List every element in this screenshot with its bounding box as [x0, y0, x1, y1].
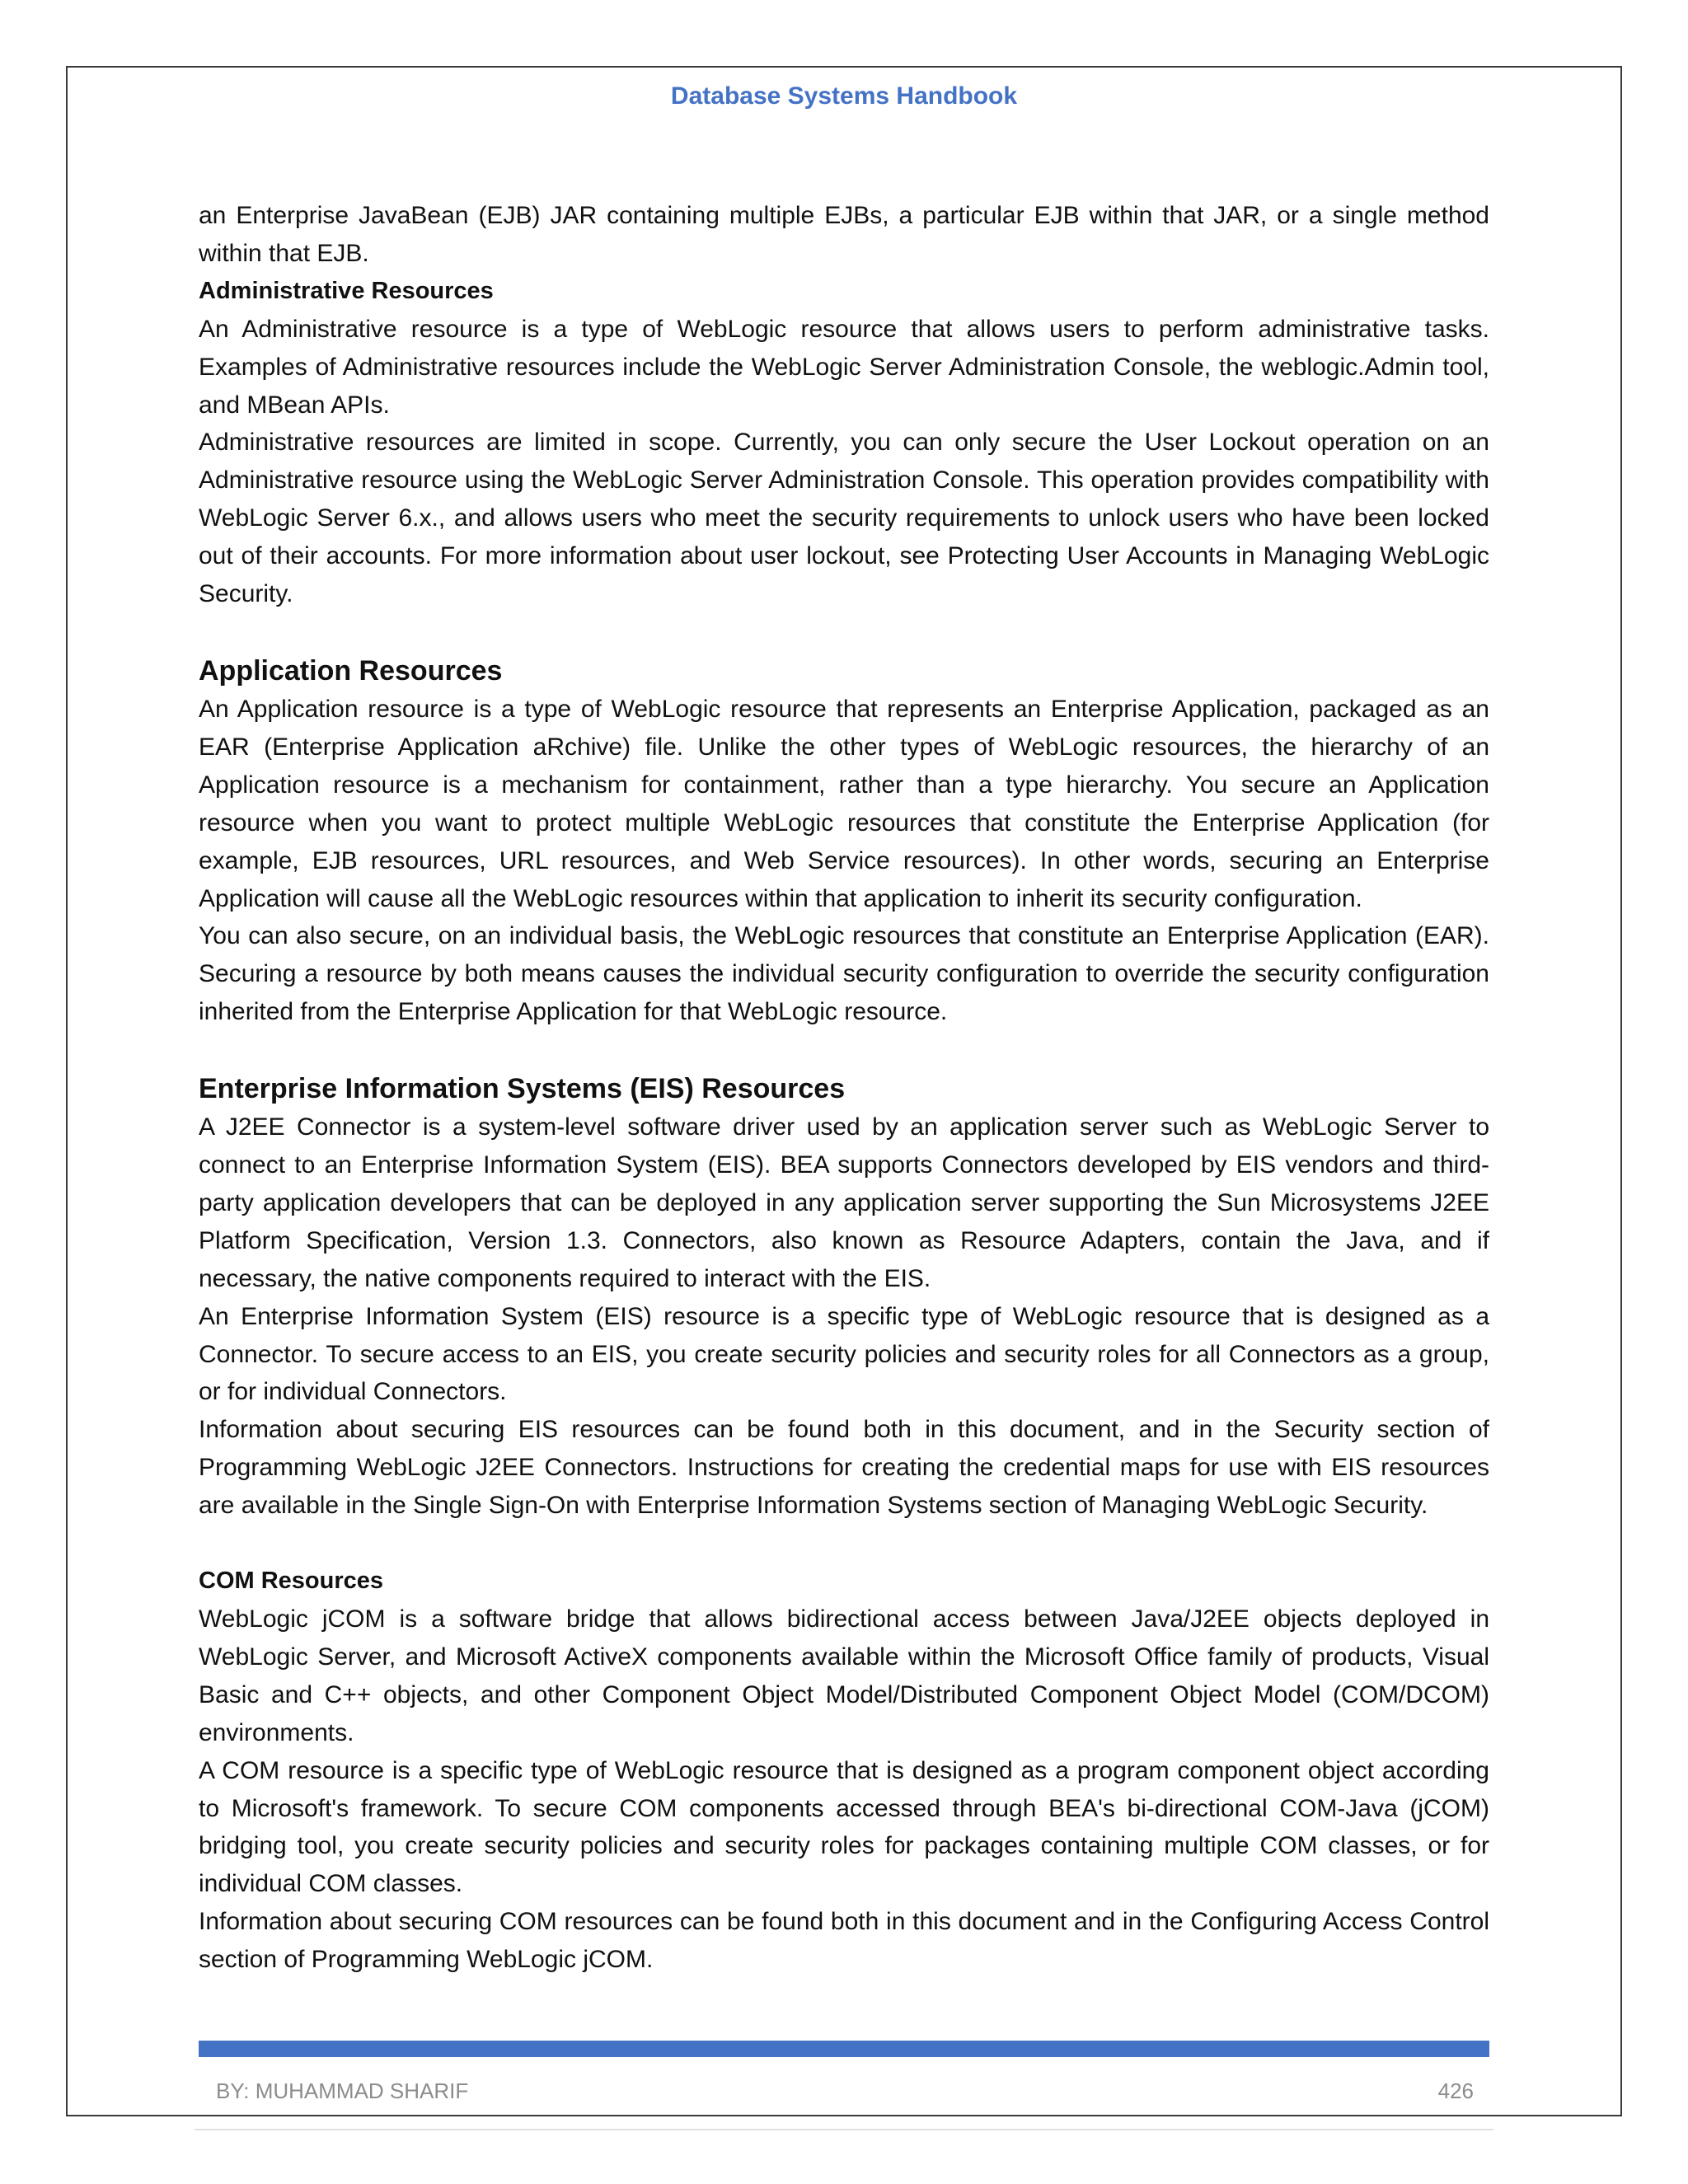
com-resources-heading: COM Resources [199, 1568, 384, 1595]
footer-author: BY: MUHAMMAD SHARIF [216, 2079, 469, 2103]
intro-continuation-paragraph: an Enterprise JavaBean (EJB) JAR containing multiple EJBs, a particular EJB within that JAR, or a single method within that EJB. [199, 202, 1489, 267]
administrative-paragraph-1: An Administrative resource is a type of WebLogic resource that allows users to perform administrative tasks. Examples of Administrative resources include the WebLogic Server Administration Console, the weblogic.Admin tool, and MBean APIs. [199, 315, 1489, 419]
eis-paragraph-2: An Enterprise Information System (EIS) resource is a specific type of WebLogic resource that is designed as a Connector. To secure access to an EIS, you create security policies and security roles for all Connectors as a group, or for individual Connectors. [199, 1302, 1489, 1406]
eis-paragraph-3: Information about securing EIS resources can be found both in this document, and in the Security section of Programming WebLogic J2EE Connectors. Instructions for creating the credential maps for use with EIS resources are available in the Single Sign-On with Enterprise Information Systems section of Managing WebLogic Security. [199, 1416, 1489, 1520]
section-spacer [199, 613, 1489, 651]
com-paragraph-3: Information about securing COM resources can be found both in this document and in the Configuring Access Control section of Programming WebLogic jCOM. [199, 1908, 1489, 1974]
application-resources-heading: Application Resources [199, 654, 503, 687]
com-paragraph-1: WebLogic jCOM is a software bridge that allows bidirectional access between Java/J2EE objects deployed in WebLogic Server, and Microsoft ActiveX components available within the Microsoft Office family of products, Visual Basic and C++ objects, and other Component Object Model/Distributed Component Object Model (COM/DCOM) environments. [199, 1605, 1489, 1746]
bottom-rule [195, 2129, 1493, 2130]
section-spacer [199, 1525, 1489, 1563]
eis-resources-heading: Enterprise Information Systems (EIS) Resources [199, 1073, 846, 1105]
section-spacer [199, 1031, 1489, 1069]
administrative-paragraph-2: Administrative resources are limited in scope. Currently, you can only secure the User Lockout operation on an Administrative resource using the WebLogic Server Administration Console. This operation provides compatibility with WebLogic Server 6.x., and allows users who meet the security requirements to unlock users who have been locked out of their accounts. For more information about user lockout, see Protecting User Accounts in Managing WebLogic Security. [199, 429, 1489, 608]
administrative-resources-heading: Administrative Resources [199, 277, 494, 304]
running-header-title: Database Systems Handbook [670, 82, 1018, 110]
application-paragraph-2: You can also secure, on an individual basis, the WebLogic resources that constitute an Enterprise Application (EAR). Securing a resource by both means causes the individual security configuration to override the security configuration inherited from the Enterprise Application for that WebLogic resource. [199, 922, 1489, 1026]
page-number: 426 [1437, 2079, 1474, 2103]
com-paragraph-2: A COM resource is a specific type of WebLogic resource that is designed as a program component object according to Microsoft's framework. To secure COM components accessed through BEA's bi-directional COM-Java (jCOM) bridging tool, you create security policies and security roles for packages containing multiple COM classes, or for individual COM classes. [199, 1756, 1489, 1898]
page-body [199, 197, 1489, 1979]
footer-accent-bar [199, 2041, 1489, 2057]
eis-paragraph-1: A J2EE Connector is a system-level software driver used by an application server such as WebLogic Server to connect to an Enterprise Information System (EIS). BEA supports Connectors developed by EIS vendors and third-party application developers that can be deployed in any application server supporting the Sun Microsystems J2EE Platform Specification, Version 1.3. Connectors, also known as Resource Adapters, contain the Java, and if necessary, the native components required to interact with the EIS. [199, 1113, 1489, 1292]
application-paragraph-1: An Application resource is a type of WebLogic resource that represents an Enterprise Application, packaged as an EAR (Enterprise Application aRchive) file. Unlike the other types of WebLogic resources, the hierarchy of an Application resource is a mechanism for containment, rather than a type hierarchy. You secure an Application resource when you want to protect multiple WebLogic resources that constitute the Enterprise Application (for example, EJB resources, URL resources, and Web Service resources). In other words, securing an Enterprise Application will cause all the WebLogic resources within that application to inherit its security configuration. [199, 695, 1489, 912]
